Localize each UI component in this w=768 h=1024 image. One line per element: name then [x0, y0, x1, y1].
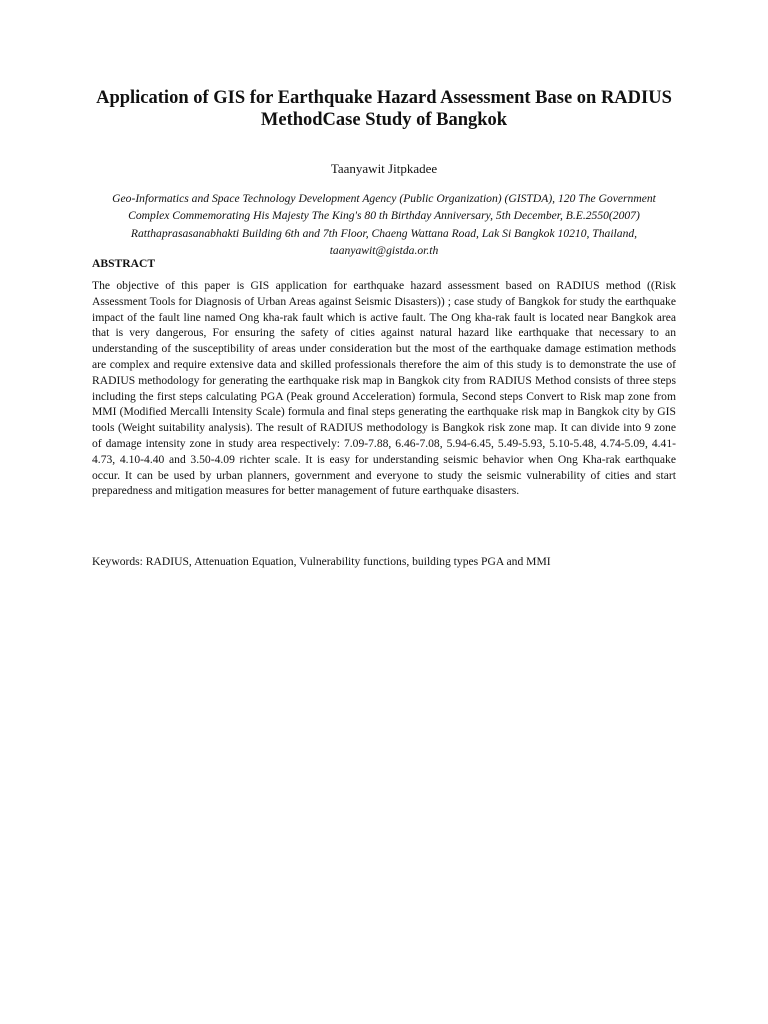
keywords: Keywords: RADIUS, Attenuation Equation, Vulnerability functions, building types PGA and MMI: [92, 555, 551, 568]
author-name: Taanyawit Jitpkadee: [330, 161, 438, 176]
abstract-body: The objective of this paper is GIS application for earthquake hazard assessment based on RADIUS method ((Risk Assessment Tools for Diagnosis of Urban Areas against Seismic Disasters)) ; case study of Bangkok for study the earthquake impact of the fault line named Ong kha-rak fault which is active fault. The Ong kha-rak fault is located near Bangkok area that is very dangerous, For ensuring the safety of cities against natural hazard like earthquake that necessary to an understanding of the susceptibility of areas under consideration but the most of the earthquake damage estimation methods are complex and require extensive data and skilled professionals therefore the aim of this study is to demonstrate the use of RADIUS methodology for generating the earthquake risk map in Bangkok city from RADIUS Method consists of three steps including the first steps calculating PGA (Peak ground Acceleration) formula, Second steps Convert to Risk map zone from MMI (Modified Mercalli Intensity Scale) formula and final steps generating the earthquake risk map in Bangkok city by GIS tools (Weight suitability analysis). The result of RADIUS methodology is Bangkok risk zone map. It can divide into 9 zone of damage intensity zone in study area respectively: 7.09-7.88, 6.46-7.08, 5.94-6.45, 5.49-5.93, 5.10-5.48, 4.74-5.09, 4.41-4.73, 4.10-4.40 and 3.50-4.09 richter scale. It is easy for understanding seismic behavior when Ong Kha-rak earthquake occur. It can be used by urban planners, government and everyone to study the seismic vulnerability of cities and start preparedness and mitigation measures for better management of future earthquake disasters.: [92, 279, 676, 498]
paper-title: Application of GIS for Earthquake Hazard Assessment Base on RADIUS MethodCase Study of Bangkok: [96, 88, 672, 130]
author-affiliation: Geo-Informatics and Space Technology Development Agency (Public Organization) (GISTDA), 120 The Government Complex Commemorating His Majesty The King's 80 th Birthday Anniversary, 5th December, B.E.2550(2007) Ratthaprasasanabhakti Building 6th and 7th Floor, Chaeng Wattana Road, Lak Si Bangkok 10210, Thailand, taanyawit@gistda.or.th: [112, 192, 656, 257]
abstract-heading: ABSTRACT: [92, 257, 156, 270]
